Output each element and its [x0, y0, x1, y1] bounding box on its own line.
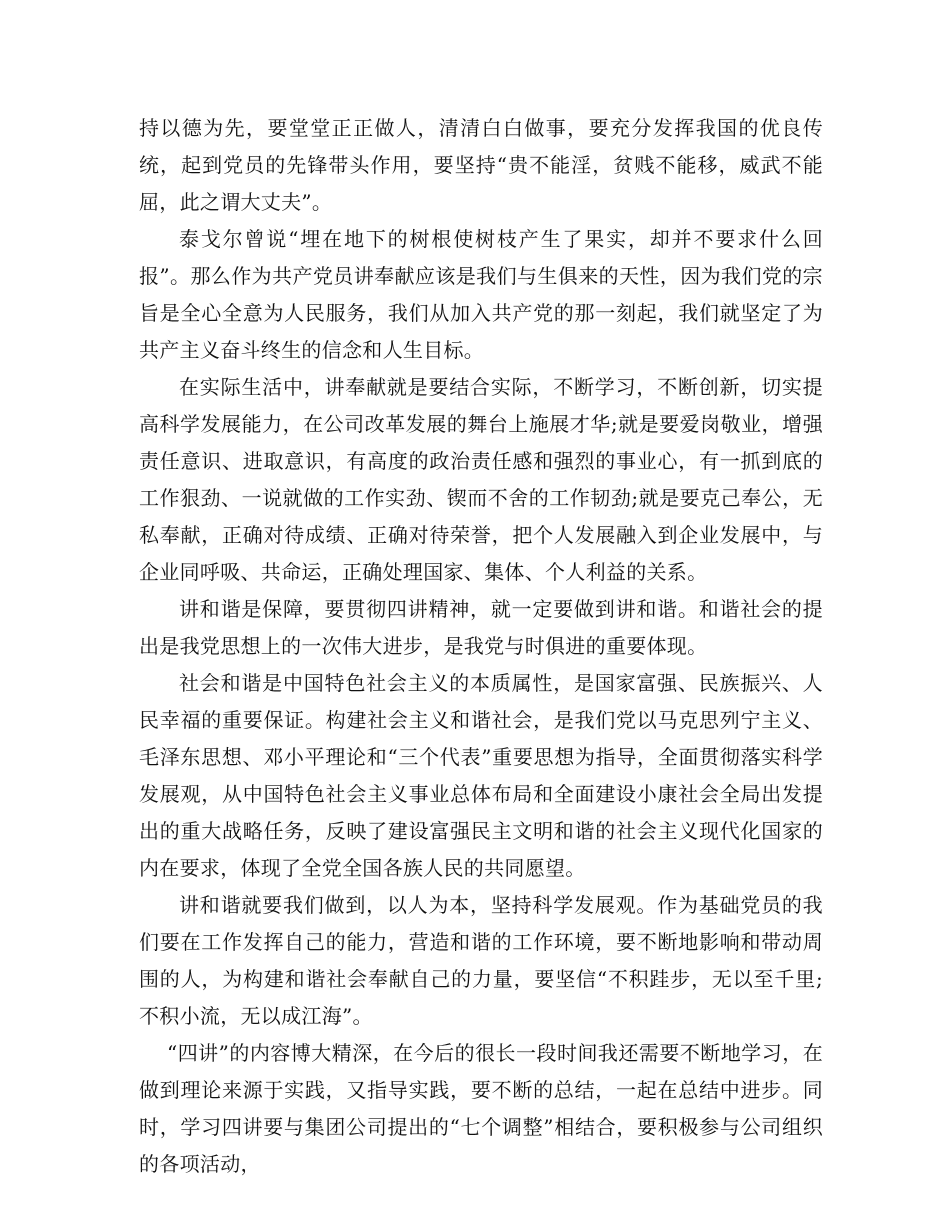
paragraph-4: 讲和谐是保障，要贯彻四讲精神，就一定要做到讲和谐。和谐社会的提出是我党思想上的一次伟大进步，是我党与时俱进的重要体现。 [139, 597, 823, 658]
paragraph-5: 社会和谐是中国特色社会主义的本质属性，是国家富强、民族振兴、人民幸福的重要保证。构建社会主义和谐社会，是我们党以马克思列宁主义、毛泽东思想、邓小平理论和“三个代表”重要思想为指导，全面贯彻落实科学发展观，从中国特色社会主义事业总体布局和全面建设小康社会全局出发提出的重大战略任务，反映了建设富强民主文明和谐的社会主义现代化国家的内在要求，体现了全党全国各族人民的共同愿望。 [139, 671, 823, 880]
paragraph-2: 泰戈尔曾说“埋在地下的树根使树枝产生了果实，却并不要求什么回报”。那么作为共产党员讲奉献应该是我们与生俱来的天性，因为我们党的宗旨是全心全意为人民服务，我们从加入共产党的那一刻起，我们就坚定了为共产主义奋斗终生的信念和人生目标。 [139, 227, 823, 362]
paragraph-3: 在实际生活中，讲奉献就是要结合实际，不断学习，不断创新，切实提高科学发展能力，在公司改革发展的舞台上施展才华;就是要爱岗敬业，增强责任意识、进取意识，有高度的政治责任感和强烈的事业心，有一抓到底的工作狠劲、一说就做的工作实劲、锲而不舍的工作韧劲;就是要克己奉公，无私奉献，正确对待成绩、正确对待荣誉，把个人发展融入到企业发展中，与企业同呼吸、共命运，正确处理国家、集体、个人利益的关系。 [139, 375, 823, 584]
paragraph-7: “四讲”的内容博大精深，在今后的很长一段时间我还需要不断地学习，在做到理论来源于实践，又指导实践，要不断的总结，一起在总结中进步。同时，学习四讲要与集团公司提出的“七个调整”相结合，要积极参与公司组织的各项活动， [139, 1041, 823, 1176]
document-body [139, 110, 823, 1183]
paragraph-1: 持以德为先，要堂堂正正做人，清清白白做事，要充分发挥我国的优良传统，起到党员的先锋带头作用，要坚持“贵不能淫，贫贱不能移，威武不能屈，此之谓大丈夫”。 [139, 116, 823, 214]
paragraph-6: 讲和谐就要我们做到，以人为本，坚持科学发展观。作为基础党员的我们要在工作发挥自己的能力，营造和谐的工作环境，要不断地影响和带动周围的人，为构建和谐社会奉献自己的力量，要坚信“不积跬步，无以至千里;不积小流，无以成江海”。 [139, 893, 823, 1028]
